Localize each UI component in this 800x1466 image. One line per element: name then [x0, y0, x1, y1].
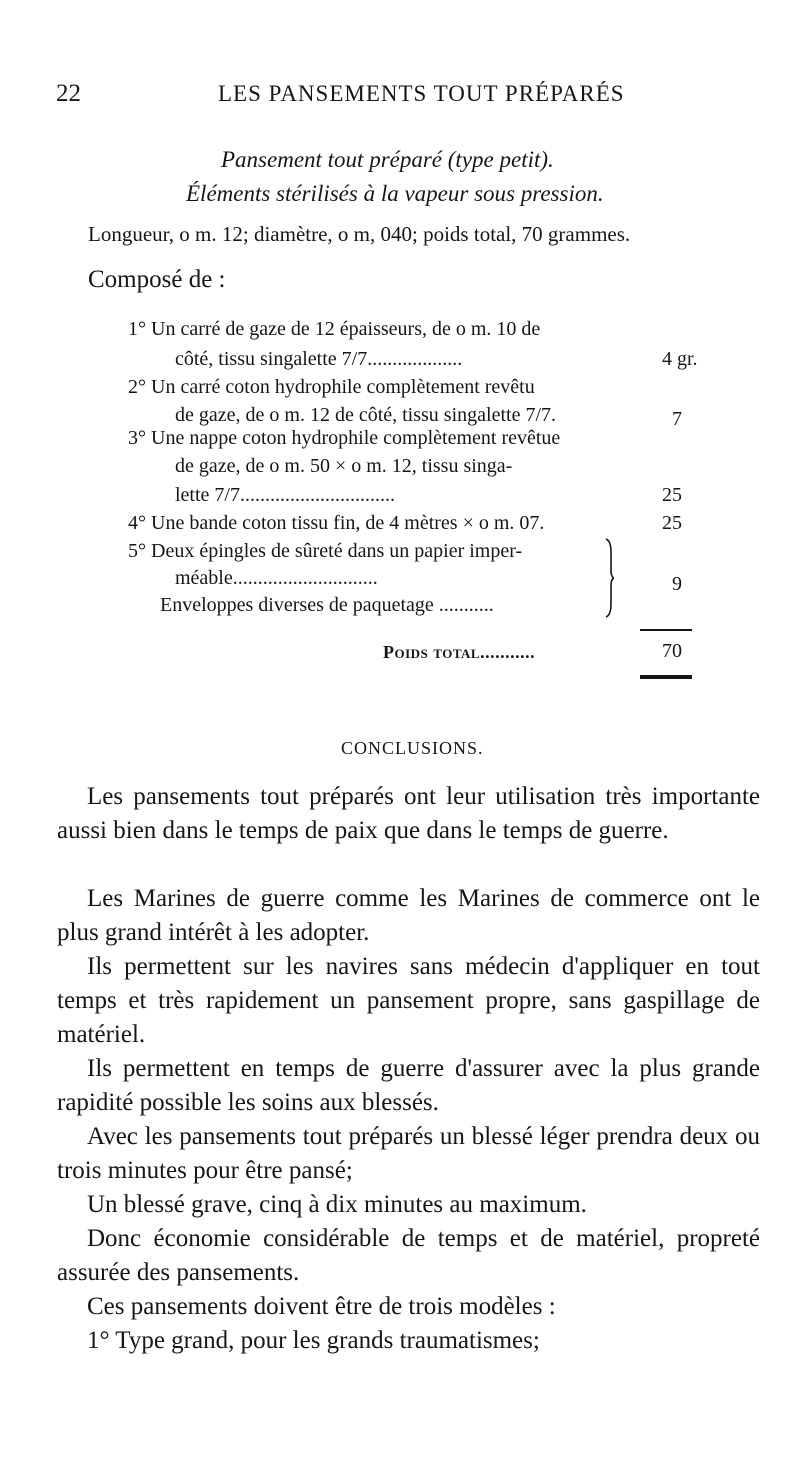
item-4-line-1: 4° Une bande coton tissu fin, de 4 mètres × o m. 07. — [128, 512, 545, 534]
paragraph: 1° Type grand, pour les grands traumatismes; — [87, 1327, 540, 1354]
item-3-line-3: lette 7/7............................... — [175, 484, 395, 506]
paragraph: Les pansements tout préparés ont leur utilisation très importante aussi bien dans le temps de paix que dans le temps de guerre. — [57, 783, 760, 844]
item-1-quantity: 4 gr. — [662, 348, 698, 370]
paragraph: Avec les pansements tout préparés un blessé léger prendra deux ou trois minutes pour être pansé; — [57, 1123, 760, 1184]
item-1-line-2: côté, tissu singalette 7/7................... — [175, 348, 463, 370]
total-label: Poids total........... — [383, 642, 536, 662]
total-top-rule — [640, 629, 692, 631]
section-title: Pansement tout préparé (type petit). — [221, 147, 554, 172]
running-title: LES PANSEMENTS TOUT PRÉPARÉS — [218, 81, 625, 106]
item-4-quantity: 25 — [662, 512, 682, 534]
page-number: 22 — [56, 80, 81, 107]
item-3-quantity: 25 — [662, 484, 682, 506]
brace-icon — [604, 538, 614, 618]
item-5-line-2: méable............................. — [175, 567, 378, 589]
paragraph: Donc économie considérable de temps et de matériel, propreté assurée des pansements. — [57, 1225, 760, 1286]
item-5-line-3: Enveloppes diverses de paquetage ........... — [160, 594, 494, 616]
composed-of-label: Composé de : — [88, 266, 226, 293]
dimensions-line: Longueur, o m. 12; diamètre, o m, 040; poids total, 70 grammes. — [88, 222, 631, 246]
paragraph: Ils permettent sur les navires sans médecin d'appliquer en tout temps et très rapidement un pansement propre, sans gaspillage de matériel. — [57, 953, 760, 1048]
item-5-quantity: 9 — [672, 573, 682, 595]
item-2-line-2: de gaze, de o m. 12 de côté, tissu singalette 7/7. — [175, 404, 557, 426]
paragraph: Ils permettent en temps de guerre d'assurer avec la plus grande rapidité possible les soins aux blessés. — [57, 1055, 760, 1116]
item-2-quantity: 7 — [672, 408, 682, 430]
paragraph: Ces pansements doivent être de trois modèles : — [87, 1293, 556, 1320]
item-3-line-1: 3° Une nappe coton hydrophile complètement revêtue — [128, 427, 561, 449]
item-1-line-1: 1° Un carré de gaze de 12 épaisseurs, de o m. 10 de — [128, 318, 541, 340]
paragraph: Un blessé grave, cinq à dix minutes au maximum. — [87, 1191, 587, 1218]
section-subtitle: Éléments stérilisés à la vapeur sous pression. — [186, 181, 604, 206]
item-2-line-1: 2° Un carré coton hydrophile complètement revêtu — [128, 376, 535, 398]
paragraph: Les Marines de guerre comme les Marines de commerce ont le plus grand intérêt à les adopter. — [57, 885, 760, 946]
item-3-line-2: de gaze, de o m. 50 × o m. 12, tissu singa- — [175, 455, 513, 477]
total-value: 70 — [662, 640, 682, 662]
conclusions-heading: CONCLUSIONS. — [341, 738, 484, 758]
item-5-line-1: 5° Deux épingles de sûreté dans un papier imper- — [128, 540, 523, 562]
total-bottom-rule — [640, 675, 692, 679]
